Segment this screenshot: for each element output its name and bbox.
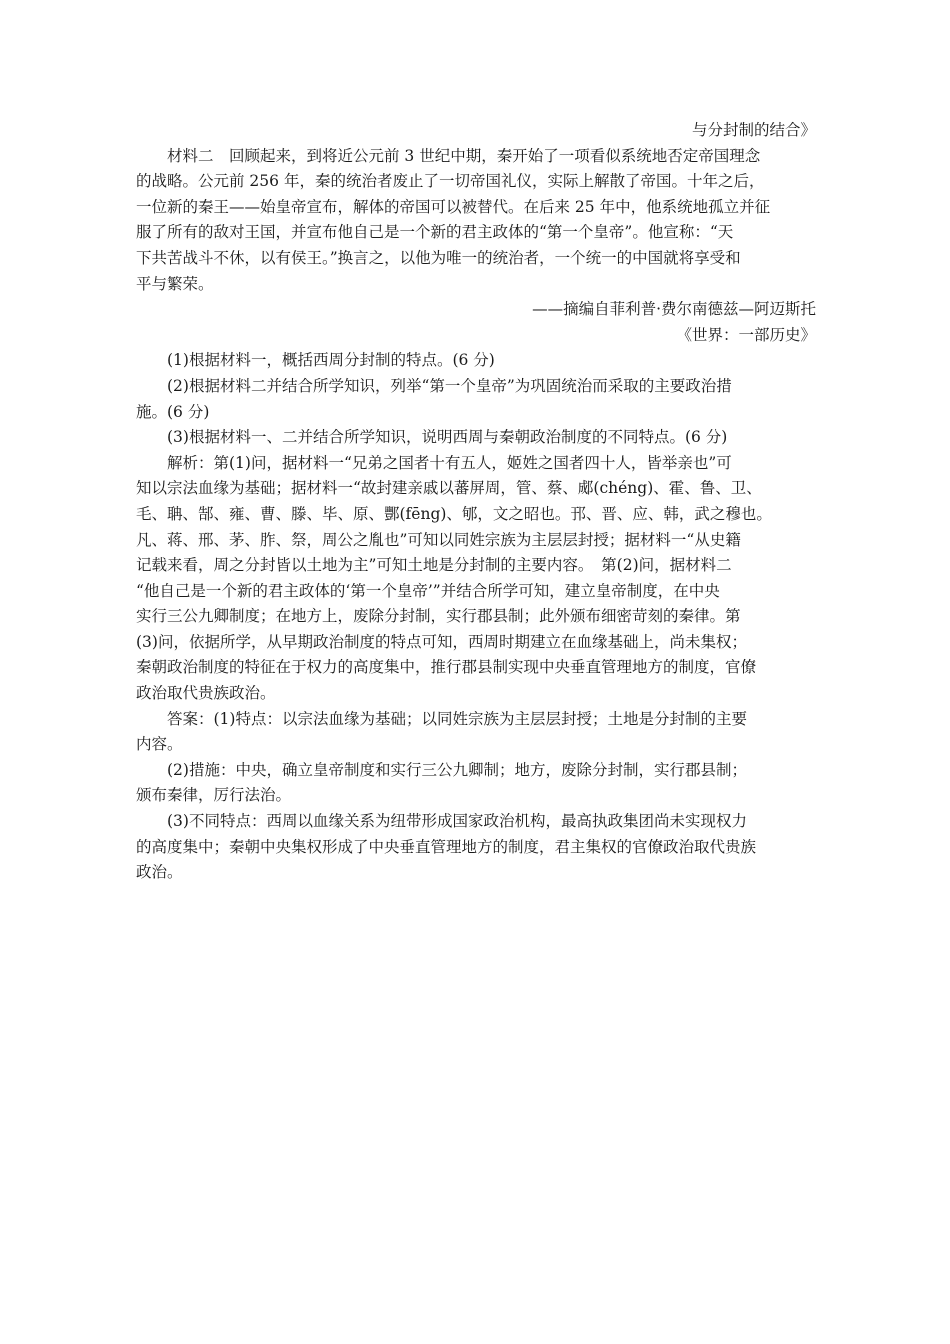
document-page xyxy=(136,118,816,886)
material-two xyxy=(136,144,816,349)
answer-2: (2)措施：中央，确立皇帝制度和实行三公九卿制；地方，废除分封制，实行郡县制； xyxy=(167,760,747,779)
answer-3: (3)不同特点：西周以血缘关系为纽带形成国家政治机构，最高执政集团尚未实现权力 xyxy=(167,812,747,831)
answer xyxy=(136,707,816,886)
analysis-line: 记载来看，周之分封皆以土地为主”可知土地是分封制的主要内容。 第(2)问，据材料二 xyxy=(136,556,732,575)
material-two-book-title: 《世界：一部历史》 xyxy=(676,325,816,344)
questions xyxy=(136,348,816,450)
analysis-line: 凡、蒋、邢、茅、胙、祭，周公之胤也”可知以同姓宗族为主层层封授；据材料一“从史籍 xyxy=(136,530,741,549)
material-two-line: 材料二 回顾起来，到将近公元前 3 世纪中期，秦开始了一项看似系统地否定帝国理念 xyxy=(167,146,761,165)
answer-2-cont: 颁布秦律，厉行法治。 xyxy=(136,786,292,805)
answer-3-cont: 政治。 xyxy=(136,863,183,882)
analysis-line: 解析：第(1)问，据材料一“兄弟之国者十有五人，姬姓之国者四十人，皆举亲也”可 xyxy=(167,453,732,472)
analysis-line: “他自己是一个新的君主政体的‘第一个皇帝’”并结合所学可知，建立皇帝制度，在中央 xyxy=(136,581,720,600)
material-two-line: 服了所有的敌对王国，并宣布他自己是一个新的君主政体的“第一个皇帝”。他宣称：“天 xyxy=(136,223,734,242)
analysis-line: (3)问，依据所学，从早期政治制度的特点可知，西周时期建立在血缘基础上，尚未集权； xyxy=(136,632,747,651)
question-3: (3)根据材料一、二并结合所学知识，说明西周与秦朝政治制度的不同特点。(6 分) xyxy=(167,428,728,447)
answer-3-cont: 的高度集中；秦朝中央集权形成了中央垂直管理地方的制度，君主集权的官僚政治取代贵族 xyxy=(136,837,757,856)
material-two-line: 平与繁荣。 xyxy=(136,274,214,293)
answer-1: 答案：(1)特点：以宗法血缘为基础；以同姓宗族为主层层封授；土地是分封制的主要 xyxy=(167,709,747,728)
analysis xyxy=(136,451,816,707)
material-two-line: 下共苦战斗不休，以有侯王。”换言之，以他为唯一的统治者，一个统一的中国就将享受和 xyxy=(136,248,741,267)
material-two-source: ——摘编自菲利普·费尔南德兹—阿迈斯托 xyxy=(532,300,816,319)
analysis-line: 政治取代贵族政治。 xyxy=(136,684,276,703)
question-2: (2)根据材料二并结合所学知识，列举“第一个皇帝”为巩固统治而采取的主要政治措 xyxy=(167,376,732,395)
answer-1-cont: 内容。 xyxy=(136,735,183,754)
analysis-line: 知以宗法血缘为基础；据材料一“故封建亲戚以蕃屏周，管、蔡、郕(chéng)、霍、鲁、卫、 xyxy=(136,479,762,498)
question-2-cont: 施。(6 分) xyxy=(136,402,210,421)
analysis-line: 毛、聃、郜、雍、曹、滕、毕、原、酆(fēng)、郇，文之昭也。邘、晋、应、韩，武之穆也。 xyxy=(136,504,772,523)
question-1: (1)根据材料一，概括西周分封制的特点。(6 分) xyxy=(167,351,495,370)
reference-tail: 与分封制的结合》 xyxy=(691,121,816,139)
material-two-line: 一位新的秦王——始皇帝宣布，解体的帝国可以被替代。在后来 25 年中，他系统地孤立并征 xyxy=(136,197,771,216)
analysis-line: 秦朝政治制度的特征在于权力的高度集中，推行郡县制实现中央垂直管理地方的制度，官僚 xyxy=(136,658,757,677)
material-two-line: 的战略。公元前 256 年，秦的统治者废止了一切帝国礼仪，实际上解散了帝国。十年之后， xyxy=(136,172,765,191)
analysis-line: 实行三公九卿制度；在地方上，废除分封制，实行郡县制；此外颁布细密苛刻的秦律。第 xyxy=(136,607,741,626)
